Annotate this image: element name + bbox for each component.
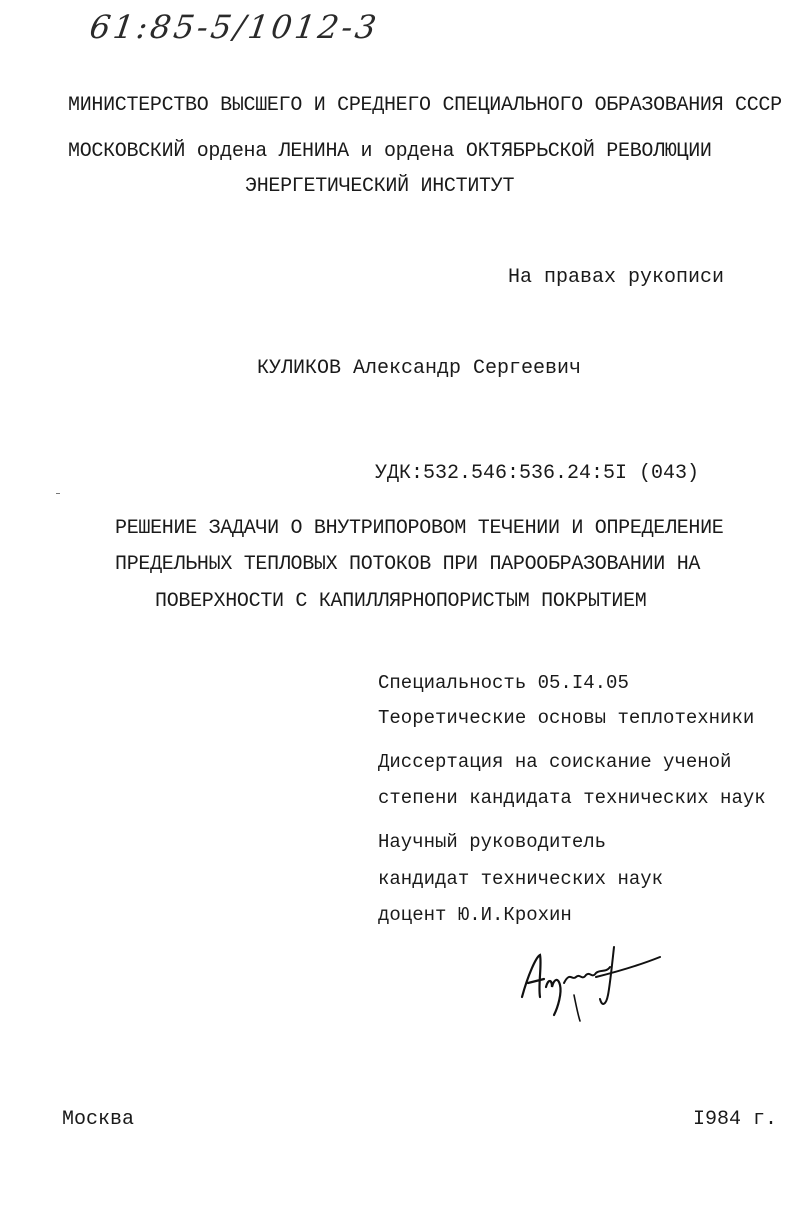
specialty-name: Теоретические основы теплотехники [378,707,755,729]
thesis-title-line2: ПРЕДЕЛЬНЫХ ТЕПЛОВЫХ ПОТОКОВ ПРИ ПАРООБРАЗОВАНИИ НА [115,553,701,576]
author-name: КУЛИКОВ Александр Сергеевич [257,357,582,380]
signature-stroke-1 [522,955,544,997]
footer-city: Москва [62,1108,135,1131]
thesis-title-line3: ПОВЕРХНОСТИ С КАПИЛЛЯРНОПОРИСТЫМ ПОКРЫТИЕМ [155,590,647,613]
dissertation-line1: Диссертация на соискание ученой [378,751,732,773]
udc-code: УДК:532.546:536.24:5I (043) [375,462,700,485]
signature-stroke-4 [596,947,660,1004]
signature [510,935,670,1025]
signature-stroke-5 [574,995,580,1021]
institute-header-line1: МОСКОВСКИЙ ордена ЛЕНИНА и ордена ОКТЯБРЬСКОЙ РЕВОЛЮЦИИ [68,140,712,163]
footer-year: I984 г. [693,1108,778,1131]
dissertation-line2: степени кандидата технических наук [378,787,766,809]
speck [56,493,60,494]
archive-code: 61:85-5/1012-3 [87,8,382,46]
signature-stroke-2 [546,980,561,1015]
specialty-code: Специальность 05.I4.05 [378,672,629,694]
advisor-name: доцент Ю.И.Крохин [378,904,572,926]
thesis-title-line1: РЕШЕНИЕ ЗАДАЧИ О ВНУТРИПОРОВОМ ТЕЧЕНИИ И ОПРЕДЕЛЕНИЕ [115,517,724,540]
ministry-header: МИНИСТЕРСТВО ВЫСШЕГО И СРЕДНЕГО СПЕЦИАЛЬНОГО ОБРАЗОВАНИЯ СССР [68,94,782,117]
advisor-degree: кандидат технических наук [378,868,664,890]
manuscript-note: На правах рукописи [508,266,725,289]
institute-header-line2: ЭНЕРГЕТИЧЕСКИЙ ИНСТИТУТ [245,175,515,198]
advisor-label: Научный руководитель [378,831,607,853]
